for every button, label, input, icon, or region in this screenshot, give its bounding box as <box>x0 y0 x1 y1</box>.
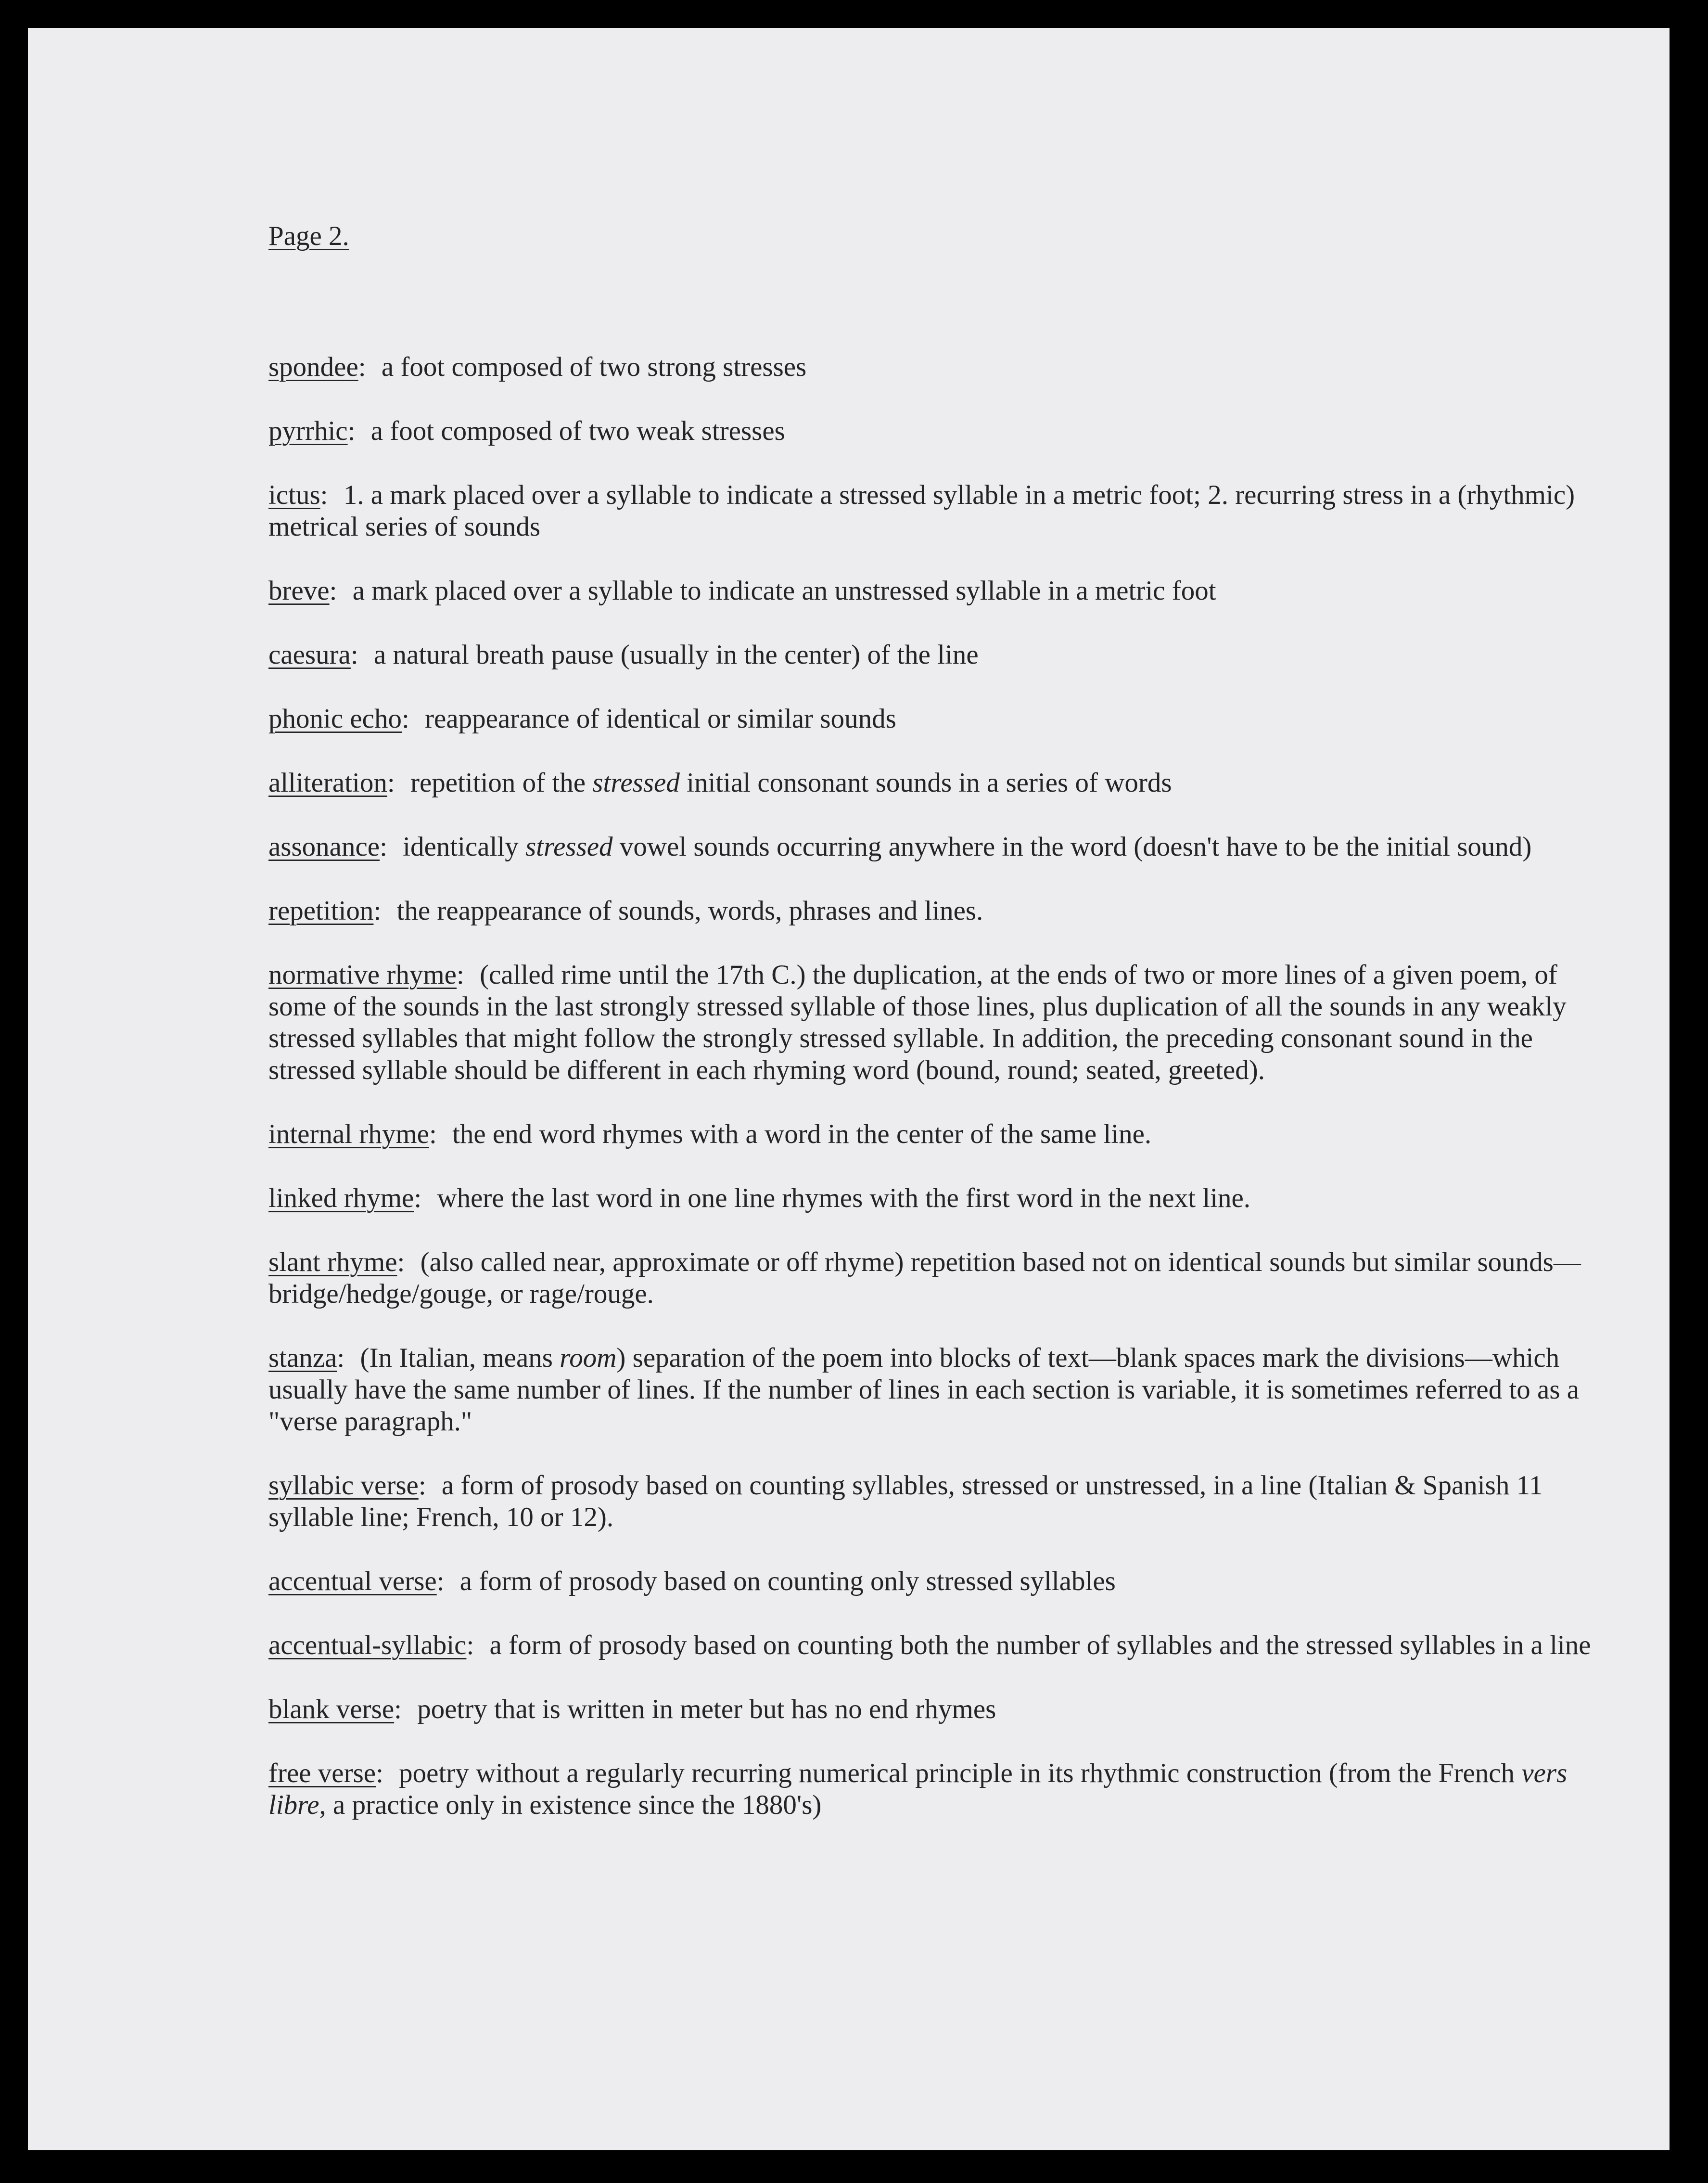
term-separator: : <box>429 1119 437 1149</box>
glossary-term: assonance <box>268 832 380 862</box>
page-label: Page 2. <box>268 221 349 251</box>
definition-text: 1. a mark placed over a syllable to indicate a stressed syllable in a metric foot; 2. recurring stress in a (rhythmic) metrical series of sounds <box>268 480 1575 542</box>
glossary-entry <box>268 351 1592 383</box>
term-separator: : <box>329 576 337 606</box>
glossary-term: repetition <box>268 896 374 926</box>
glossary-entry <box>268 831 1592 863</box>
definition-text: poetry without a regularly recurring numerical principle in its rhythmic construction (from the French <box>399 1758 1522 1788</box>
glossary-entry <box>268 1182 1592 1214</box>
glossary-term: accentual-syllabic <box>268 1630 467 1660</box>
term-separator: : <box>397 1247 405 1277</box>
term-separator: : <box>436 1566 445 1596</box>
definition-emphasis: room <box>560 1343 617 1373</box>
term-separator: : <box>358 352 366 382</box>
glossary-entry <box>268 1630 1592 1661</box>
term-separator: : <box>456 960 464 990</box>
glossary-term: normative rhyme <box>268 960 457 990</box>
definition-text: vowel sounds occurring anywhere in the word (doesn't have to be the initial sound) <box>612 832 1532 862</box>
definition-emphasis: vers libre <box>268 1758 1568 1820</box>
glossary-term: spondee <box>268 352 358 382</box>
glossary-term: alliteration <box>268 768 387 798</box>
glossary-term: breve <box>268 576 330 606</box>
definition-text: a form of prosody based on counting syllables, stressed or unstressed, in a line (Italian & Spanish 11 syllable line; French, 10 or 12). <box>268 1470 1543 1532</box>
term-separator: : <box>337 1343 345 1373</box>
definition-text: repetition of the <box>410 768 593 798</box>
glossary-entry <box>268 1118 1592 1150</box>
definition-text: , a practice only in existence since the 1880's) <box>319 1790 822 1820</box>
document-page <box>28 28 1670 2150</box>
definition-text: a foot composed of two weak stresses <box>370 416 785 446</box>
term-separator: : <box>380 832 387 862</box>
definition-emphasis: stressed <box>592 768 680 798</box>
term-separator: : <box>418 1470 426 1501</box>
glossary-entry <box>268 1470 1592 1533</box>
definition-text: ) separation of the poem into blocks of text—blank spaces mark the divisions—which usually have the same number of lines. If the number of lines in each section is variable, it is sometimes referred to as a "verse paragraph." <box>268 1343 1580 1437</box>
term-separator: : <box>394 1694 402 1724</box>
glossary-term: pyrrhic <box>268 416 348 446</box>
page-content <box>268 220 1592 1853</box>
glossary-entry <box>268 1694 1592 1725</box>
glossary-entry <box>268 767 1592 799</box>
definition-text: (also called near, approximate or off rhyme) repetition based not on identical sounds but similar sounds—bridge/hedge/gouge, or rage/rouge. <box>268 1247 1581 1309</box>
glossary-entry <box>268 1758 1592 1821</box>
definition-text: a natural breath pause (usually in the center) of the line <box>373 640 979 670</box>
glossary-term: free verse <box>268 1758 376 1788</box>
glossary-entry <box>268 959 1592 1086</box>
glossary-entry <box>268 415 1592 447</box>
glossary-entry <box>268 895 1592 927</box>
glossary-entry <box>268 639 1592 671</box>
definition-text: (called rime until the 17th C.) the duplication, at the ends of two or more lines of a given poem, of some of the sounds in the last strongly stressed syllable of those lines, plus duplication of all the sounds in any weakly stressed syllables that might follow the strongly stressed syllable. In addition, the preceding consonant sound in the stressed syllable should be different in each rhyming word (bound, round; seated, greeted). <box>268 960 1567 1085</box>
term-separator: : <box>373 896 382 926</box>
definition-text: identically <box>403 832 525 862</box>
term-separator: : <box>376 1758 383 1788</box>
definition-text: where the last word in one line rhymes with the first word in the next line. <box>437 1183 1251 1213</box>
definition-text: a form of prosody based on counting only stressed syllables <box>459 1566 1116 1596</box>
term-separator: : <box>320 480 328 510</box>
glossary-entry <box>268 1246 1592 1310</box>
definition-text: a mark placed over a syllable to indicate an unstressed syllable in a metric foot <box>352 576 1216 606</box>
definition-text: a form of prosody based on counting both the number of syllables and the stressed syllables in a line <box>489 1630 1591 1660</box>
glossary-list <box>268 351 1592 1821</box>
term-separator: : <box>401 704 409 734</box>
definition-text: reappearance of identical or similar sounds <box>425 704 896 734</box>
glossary-entry <box>268 1342 1592 1438</box>
glossary-term: stanza <box>268 1343 337 1373</box>
definition-emphasis: stressed <box>525 832 613 862</box>
term-separator: : <box>350 640 358 670</box>
glossary-term: syllabic verse <box>268 1470 419 1501</box>
term-separator: : <box>414 1183 422 1213</box>
definition-text: poetry that is written in meter but has no end rhymes <box>417 1694 996 1724</box>
glossary-entry <box>268 703 1592 735</box>
glossary-entry <box>268 479 1592 543</box>
term-separator: : <box>347 416 356 446</box>
glossary-entry <box>268 1566 1592 1597</box>
glossary-term: accentual verse <box>268 1566 437 1596</box>
glossary-term: blank verse <box>268 1694 395 1724</box>
term-separator: : <box>466 1630 474 1660</box>
definition-text: the end word rhymes with a word in the center of the same line. <box>452 1119 1152 1149</box>
glossary-entry <box>268 575 1592 607</box>
glossary-term: caesura <box>268 640 351 670</box>
term-separator: : <box>387 768 395 798</box>
definition-text: the reappearance of sounds, words, phrases and lines. <box>396 896 983 926</box>
glossary-term: phonic echo <box>268 704 402 734</box>
glossary-term: ictus <box>268 480 320 510</box>
glossary-term: linked rhyme <box>268 1183 414 1213</box>
definition-text: a foot composed of two strong stresses <box>381 352 807 382</box>
glossary-term: internal rhyme <box>268 1119 429 1149</box>
definition-text: (In Italian, means <box>360 1343 560 1373</box>
glossary-term: slant rhyme <box>268 1247 397 1277</box>
definition-text: initial consonant sounds in a series of words <box>679 768 1172 798</box>
